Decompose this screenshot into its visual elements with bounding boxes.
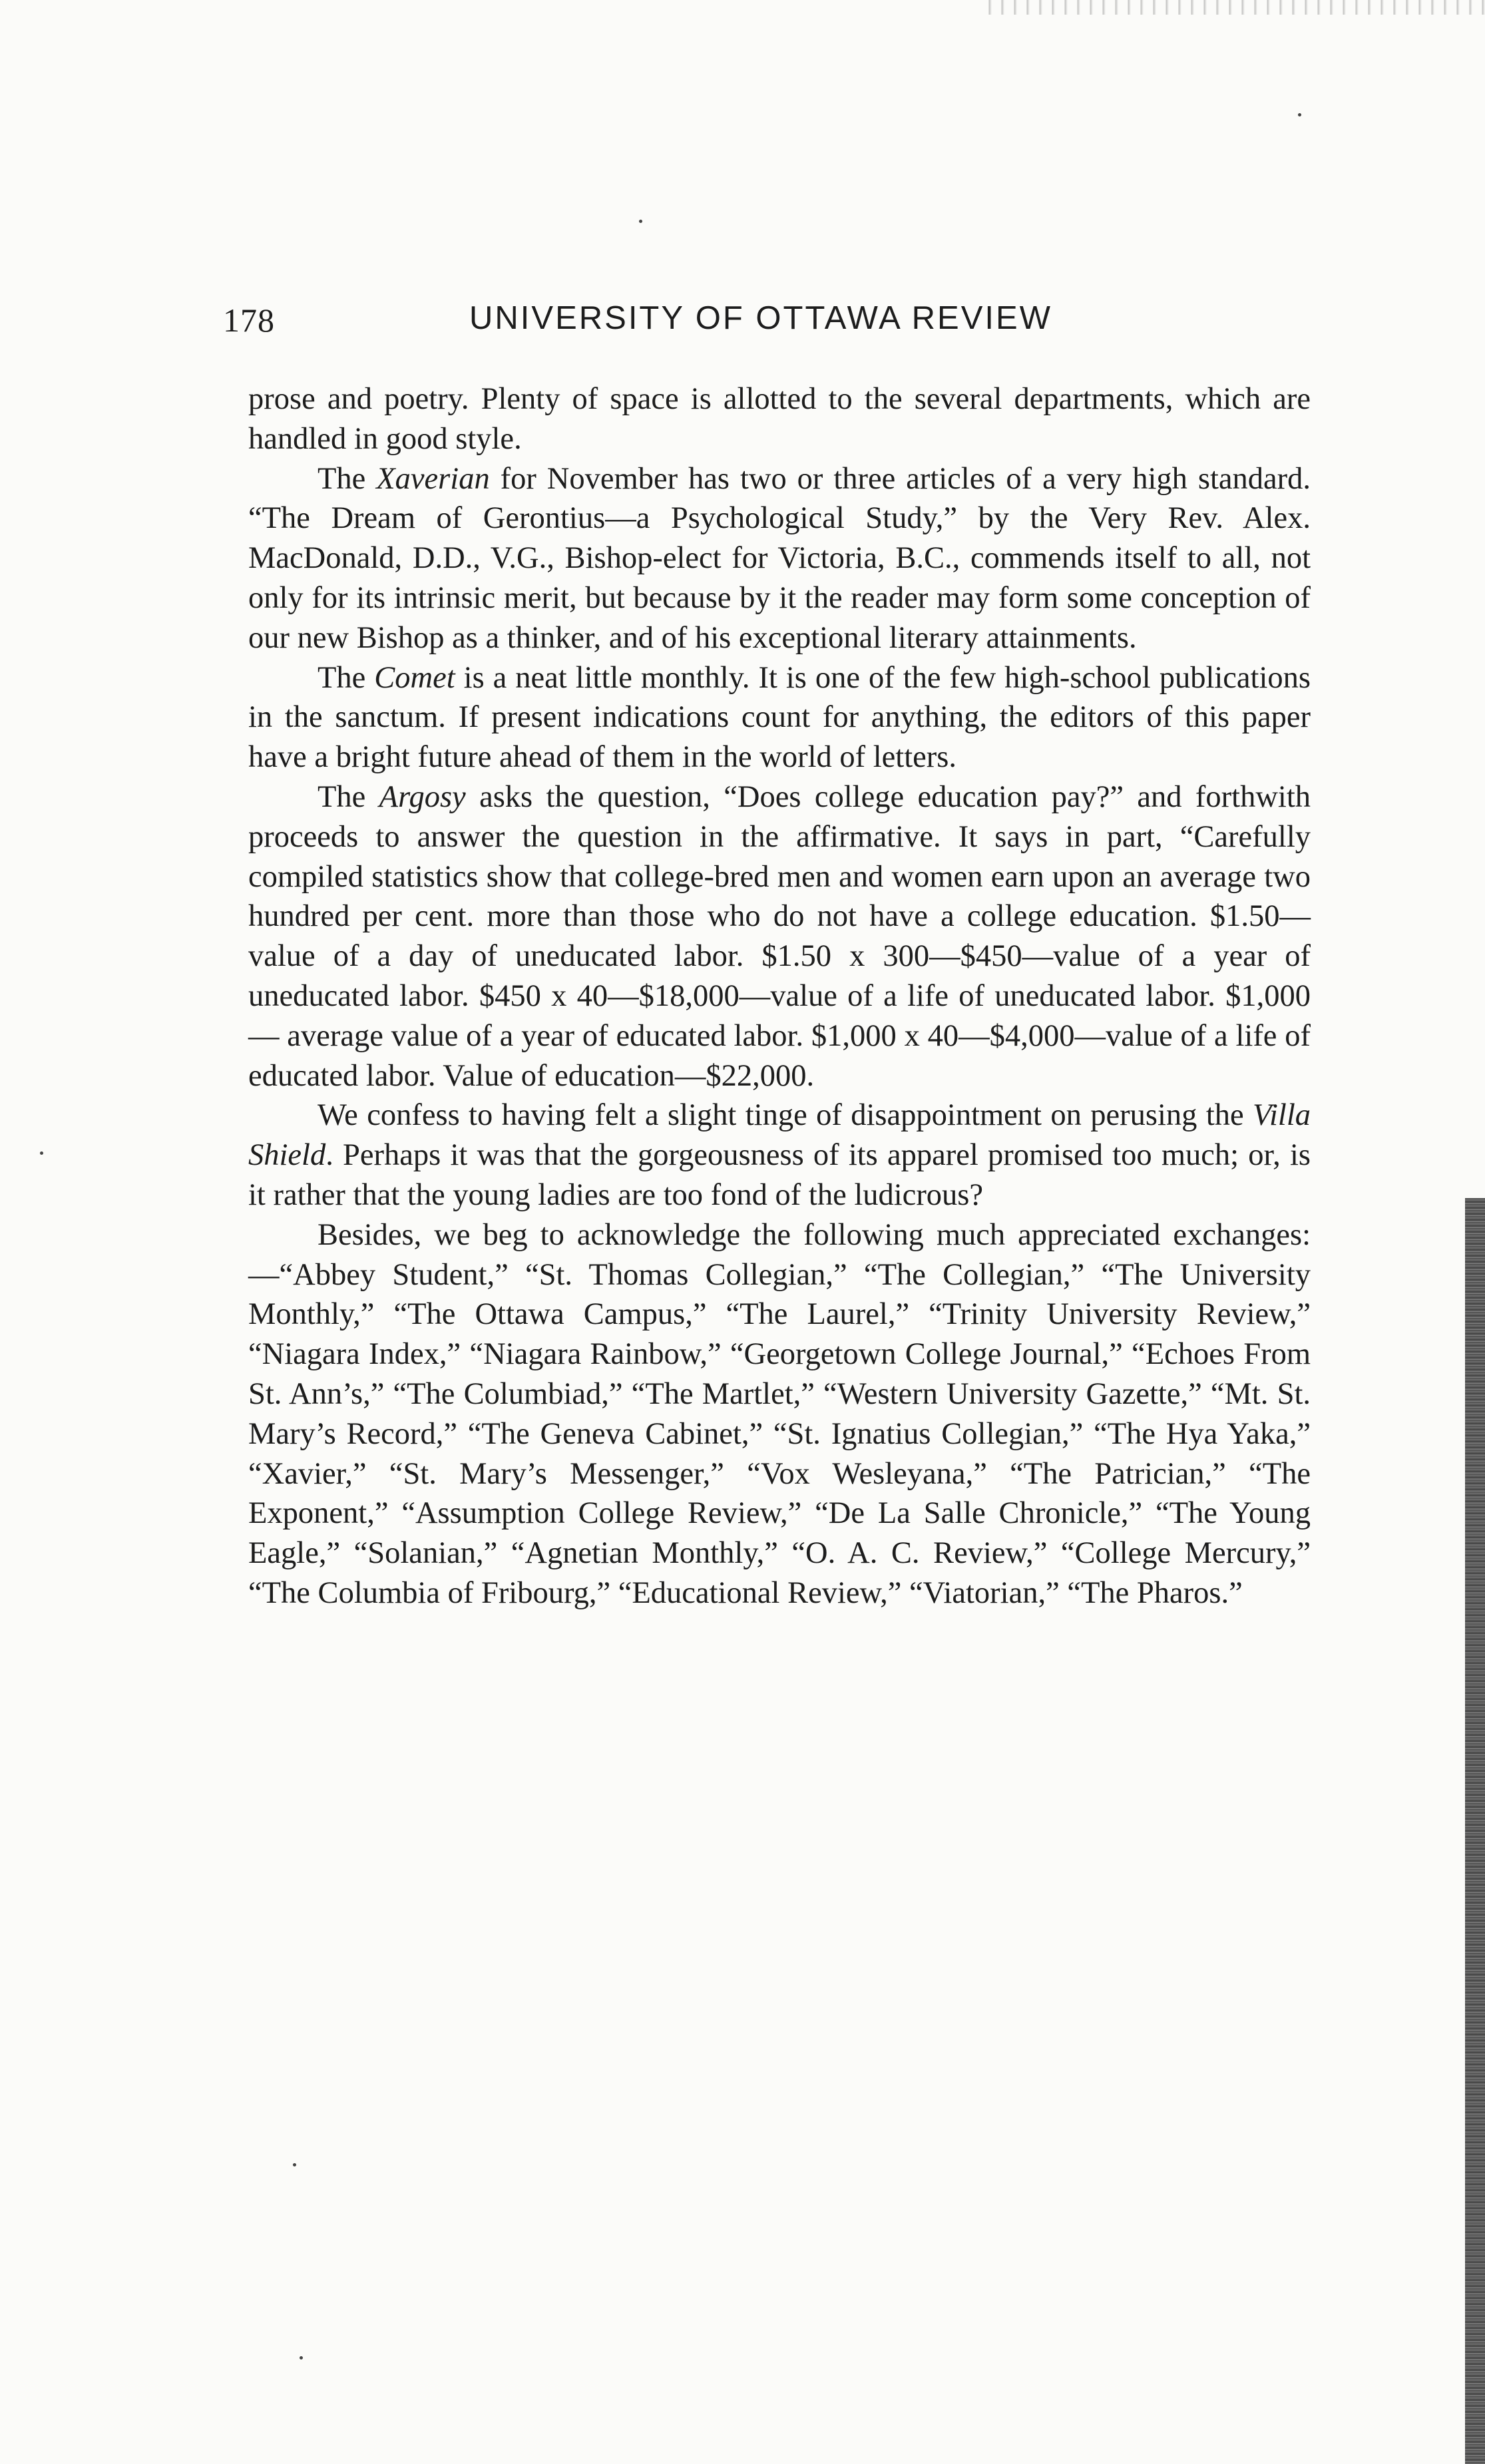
publication-title: Comet <box>374 660 455 695</box>
text-run: for November has two or three articles of a very high standard. “The Dream of Gerontius—a Psychological Study,” by the Very Rev. Alex. MacDonald, D.D., V.G., Bishop-elect for Victoria, B.C., commends itself to all, not only for its intrinsic merit, but because by it the reader may form some conception of our new Bishop as a thinker, and of his exceptional literary attainments. <box>248 461 1311 655</box>
paragraph <box>248 459 1311 658</box>
text-run: The <box>318 660 375 695</box>
text-run: The <box>318 461 377 496</box>
scan-speck <box>639 220 642 223</box>
page-number: 178 <box>223 302 275 339</box>
paragraph <box>248 1215 1311 1613</box>
paragraph <box>248 658 1311 777</box>
text-run: We confess to having felt a slight tinge of disappointment on perusing the <box>318 1098 1253 1133</box>
scan-speck <box>1298 113 1301 116</box>
scan-speck <box>40 1151 43 1155</box>
text-run: The <box>318 779 379 814</box>
scan-edge-right <box>1465 1198 1485 2464</box>
text-run: . Perhaps it was that the gorgeousness of its apparel promised too much; or, is it rather that the young ladies are too fond of the ludicrous? <box>248 1138 1311 1212</box>
page-header <box>223 293 1315 346</box>
scan-noise-top <box>979 0 1485 15</box>
publication-title: Villa Shield <box>248 1098 1311 1173</box>
scan-speck <box>300 2356 303 2360</box>
publication-title: Argosy <box>379 779 466 814</box>
paragraph <box>248 777 1311 1096</box>
scan-speck <box>293 2163 296 2166</box>
paragraph <box>248 1096 1311 1215</box>
paragraph <box>248 379 1311 459</box>
text-run: asks the question, “Does college education pay?” and forthwith proceeds to answer the question in the affirmative. It says in part, “Carefully compiled statistics show that college-bred men and women earn upon an average two hundred per cent. more than those who do not have a college education. $1.50—value of a day of uneducated labor. $1.50 x 300—$450—value of a year of uneducated labor. $450 x 40—$18,000—value of a life of uneducated labor. $1,000 — average value of a year of educated labor. $1,000 x 40—$4,000—value of a life of educated labor. Value of education—$22,000. <box>248 779 1311 1093</box>
text-run: is a neat little monthly. It is one of the few high-school publications in the sanctum. If present indications count for anything, the editors of this paper have a bright future ahead of them in the world of letters. <box>248 660 1311 775</box>
running-head: UNIVERSITY OF OTTAWA REVIEW <box>469 300 1052 336</box>
text-run: Besides, we beg to acknowledge the following much appreciated exchanges:—“Abbey Student,” “St. Thomas Collegian,” “The Collegian,” “The University Monthly,” “The Ottawa Campus,” “The Laurel,” “Trinity University Review,” “Niagara Index,” “Niagara Rainbow,” “Georgetown College Journal,” “Echoes From St. Ann’s,” “The Columbiad,” “The Martlet,” “Western University Gazette,” “Mt. St. Mary’s Record,” “The Geneva Cabinet,” “St. Ignatius Collegian,” “The Hya Yaka,” “Xavier,” “St. Mary’s Messenger,” “Vox Wesleyana,” “The Patrician,” “The Exponent,” “Assumption College Review,” “De La Salle Chronicle,” “The Young Eagle,” “Solanian,” “Agnetian Monthly,” “O. A. C. Review,” “College Mercury,” “The Columbia of Fribourg,” “Educational Review,” “Viatorian,” “The Pharos.” <box>248 1217 1311 1610</box>
text-run: prose and poetry. Plenty of space is allotted to the several departments, which are handled in good style. <box>248 382 1311 456</box>
publication-title: Xaverian <box>376 461 490 496</box>
article-body <box>248 379 1311 1613</box>
